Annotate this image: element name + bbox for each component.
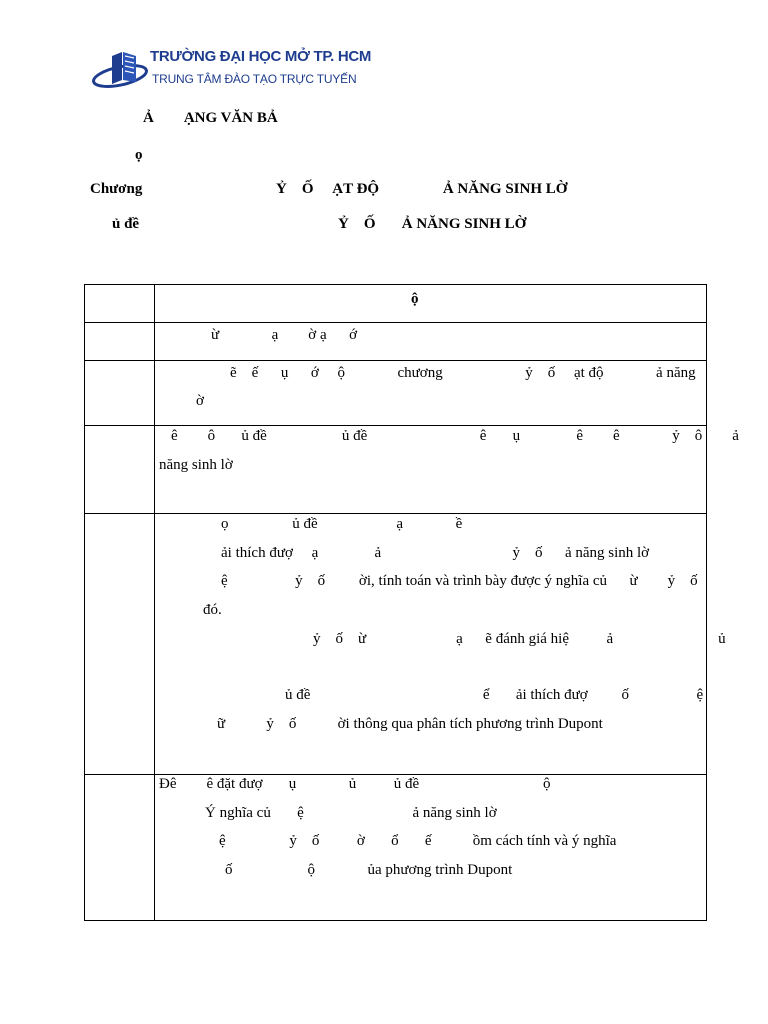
- row1-line1: ừ ạ ờ ạ ớ: [211, 327, 358, 343]
- table-header-row: [85, 285, 707, 323]
- table-header-text: ộ: [411, 291, 419, 307]
- logo-center-name: TRUNG TÂM ĐÀO TẠO TRỰC TUYẾN: [152, 72, 357, 86]
- row5-line3: ệ ỷ ố ờ ổ ế ồm cách tính và ý nghĩa: [219, 833, 617, 849]
- university-logo: [92, 46, 372, 96]
- row4-line2: ải thích đượ ạ ả ỷ ố ả năng sinh lờ: [221, 545, 650, 561]
- row5-line4: ố ộ ủa phương trình Dupont: [225, 862, 513, 878]
- row5-line2: Ý nghĩa củ ệ ả năng sinh lờ: [205, 805, 497, 821]
- row4-line5: ỷ ố ừ ạ ẽ đánh giá hiệ ả ủ: [313, 631, 726, 647]
- chapter-label: Chương: [90, 181, 143, 197]
- row3-line1: ê ô ủ đề ủ đề ê ụ ê ê ỷ ô ả: [171, 428, 739, 444]
- table-row: [85, 426, 707, 514]
- content-table: [84, 284, 739, 921]
- book-logo-icon: [92, 46, 152, 96]
- topic-label: ủ đề: [112, 216, 140, 232]
- row4-line6: ủ đề ể ải thích đượ ố ệ: [285, 687, 704, 703]
- topic-value: Ỷ Ố Ả NĂNG SINH LỜ: [338, 216, 527, 232]
- row2-line1: ẽ ế ụ ớ ộ chương ỷ ố ạt độ ả năng: [230, 365, 696, 381]
- chapter-value: Ỷ Ố ẠT ĐỘ Ả NĂNG SINH LỜ: [276, 181, 568, 197]
- document-subline: ọ: [135, 147, 143, 163]
- table-row: [85, 514, 707, 775]
- table-row: [85, 323, 707, 361]
- row4-line7: ữ ỷ ố ời thông qua phân tích phương trình Dupont: [217, 716, 603, 732]
- row5-line1: Đê ê đặt đượ ụ ủ ủ đề ộ: [159, 776, 551, 792]
- row4-line4: đó.: [203, 602, 222, 618]
- table-row: [85, 775, 707, 921]
- row3-line2: năng sinh lờ: [159, 457, 233, 473]
- table-row: [85, 361, 707, 426]
- document-title: Ả ẠNG VĂN BẢ: [143, 110, 278, 126]
- row4-line1: ọ ủ đề ạ ề: [221, 516, 463, 532]
- row2-line2: ờ: [196, 393, 204, 409]
- logo-university-name: TRƯỜNG ĐẠI HỌC MỞ TP. HCM: [150, 48, 372, 65]
- row4-line3: ệ ỷ ố ời, tính toán và trình bày được ý nghĩa củ ừ ỷ ố: [221, 573, 698, 589]
